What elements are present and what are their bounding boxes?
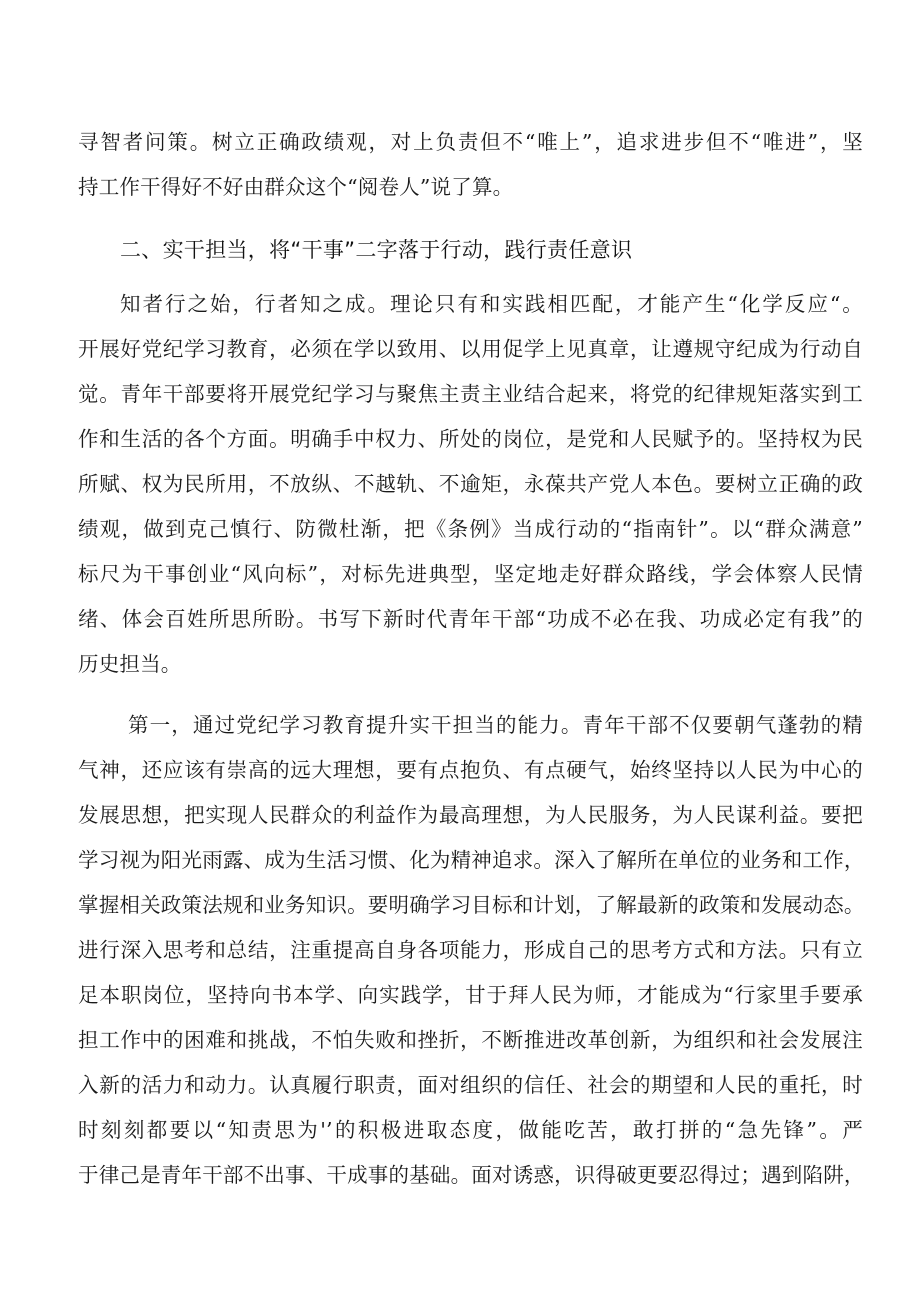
paragraph-2-line-2: 开展好党纪学习教育，必须在学以致用、以用促学上见真章，让遵规守纪成为行动自 — [78, 337, 863, 361]
paragraph-2-line-4: 作和生活的各个方面。明确手中权力、所处的岗位，是党和人民赋予的。坚持权为民 — [78, 427, 863, 451]
paragraph-2-line-9: 历史担当。 — [78, 652, 182, 676]
paragraph-3-line-1: 第一，通过党纪学习教育提升实干担当的能力。青年干部不仅要朝气蓬勃的精 — [128, 713, 863, 737]
paragraph-2-line-6: 绩观，做到克己慎行、防微杜渐，把《条例》当成行动的“指南针”。以“群众满意” — [78, 517, 863, 541]
paragraph-3-line-3: 发展思想，把实现人民群众的利益作为最高理想，为人民服务，为人民谋利益。要把 — [78, 803, 863, 827]
paragraph-2-line-8: 绪、体会百姓所思所盼。书写下新时代青年干部“功成不必在我、功成必定有我”的 — [78, 607, 863, 631]
paragraph-3-line-5: 掌握相关政策法规和业务知识。要明确学习目标和计划，了解最新的政策和发展动态。 — [78, 893, 865, 917]
section-heading-2: 二、实干担当，将“干事”二字落于行动，践行责任意识 — [120, 238, 633, 262]
paragraph-3-line-6: 进行深入思考和总结，注重提高自身各项能力，形成自己的思考方式和方法。只有立 — [78, 938, 863, 962]
paragraph-2-line-1: 知者行之始，行者知之成。理论只有和实践相匹配，才能产生“化学反应“。 — [120, 292, 863, 316]
paragraph-1-line-2: 持工作干得好不好由群众这个“阅卷人”说了算。 — [78, 175, 514, 199]
paragraph-3-line-10: 时刻刻都要以“知责思为'’的积极进取态度，做能吃苦，敢打拼的“急先锋”。严 — [78, 1118, 863, 1142]
paragraph-3-line-7: 足本职岗位，坚持向书本学、向实践学，甘于拜人民为师，才能成为“行家里手要承 — [78, 983, 863, 1007]
paragraph-3-line-2: 气神，还应该有崇高的远大理想，要有点抱负、有点硬气，始终坚持以人民为中心的 — [78, 758, 863, 782]
paragraph-1-line-1: 寻智者问策。树立正确政绩观，对上负责但不“唯上”，追求进步但不“唯进”，坚 — [78, 130, 863, 154]
paragraph-3-line-4: 学习视为阳光雨露、成为生活习惯、化为精神追求。深入了解所在单位的业务和工作， — [78, 848, 865, 872]
paragraph-2-line-3: 觉。青年干部要将开展党纪学习与聚焦主责主业结合起来，将党的纪律规矩落实到工 — [78, 382, 863, 406]
paragraph-3-line-9: 入新的活力和动力。认真履行职责，面对组织的信任、社会的期望和人民的重托，时 — [78, 1073, 863, 1097]
paragraph-2-line-5: 所赋、权为民所用，不放纵、不越轨、不逾矩，永葆共产党人本色。要树立正确的政 — [78, 472, 863, 496]
paragraph-3-line-11: 于律己是青年干部不出事、干成事的基础。面对诱惑，识得破更要忍得过；遇到陷阱， — [78, 1163, 865, 1187]
paragraph-2-line-7: 标尺为干事创业“风向标”，对标先进典型，坚定地走好群众路线，学会体察人民情 — [78, 562, 863, 586]
paragraph-3-line-8: 担工作中的困难和挑战，不怕失败和挫折，不断推进改革创新，为组织和社会发展注 — [78, 1028, 863, 1052]
